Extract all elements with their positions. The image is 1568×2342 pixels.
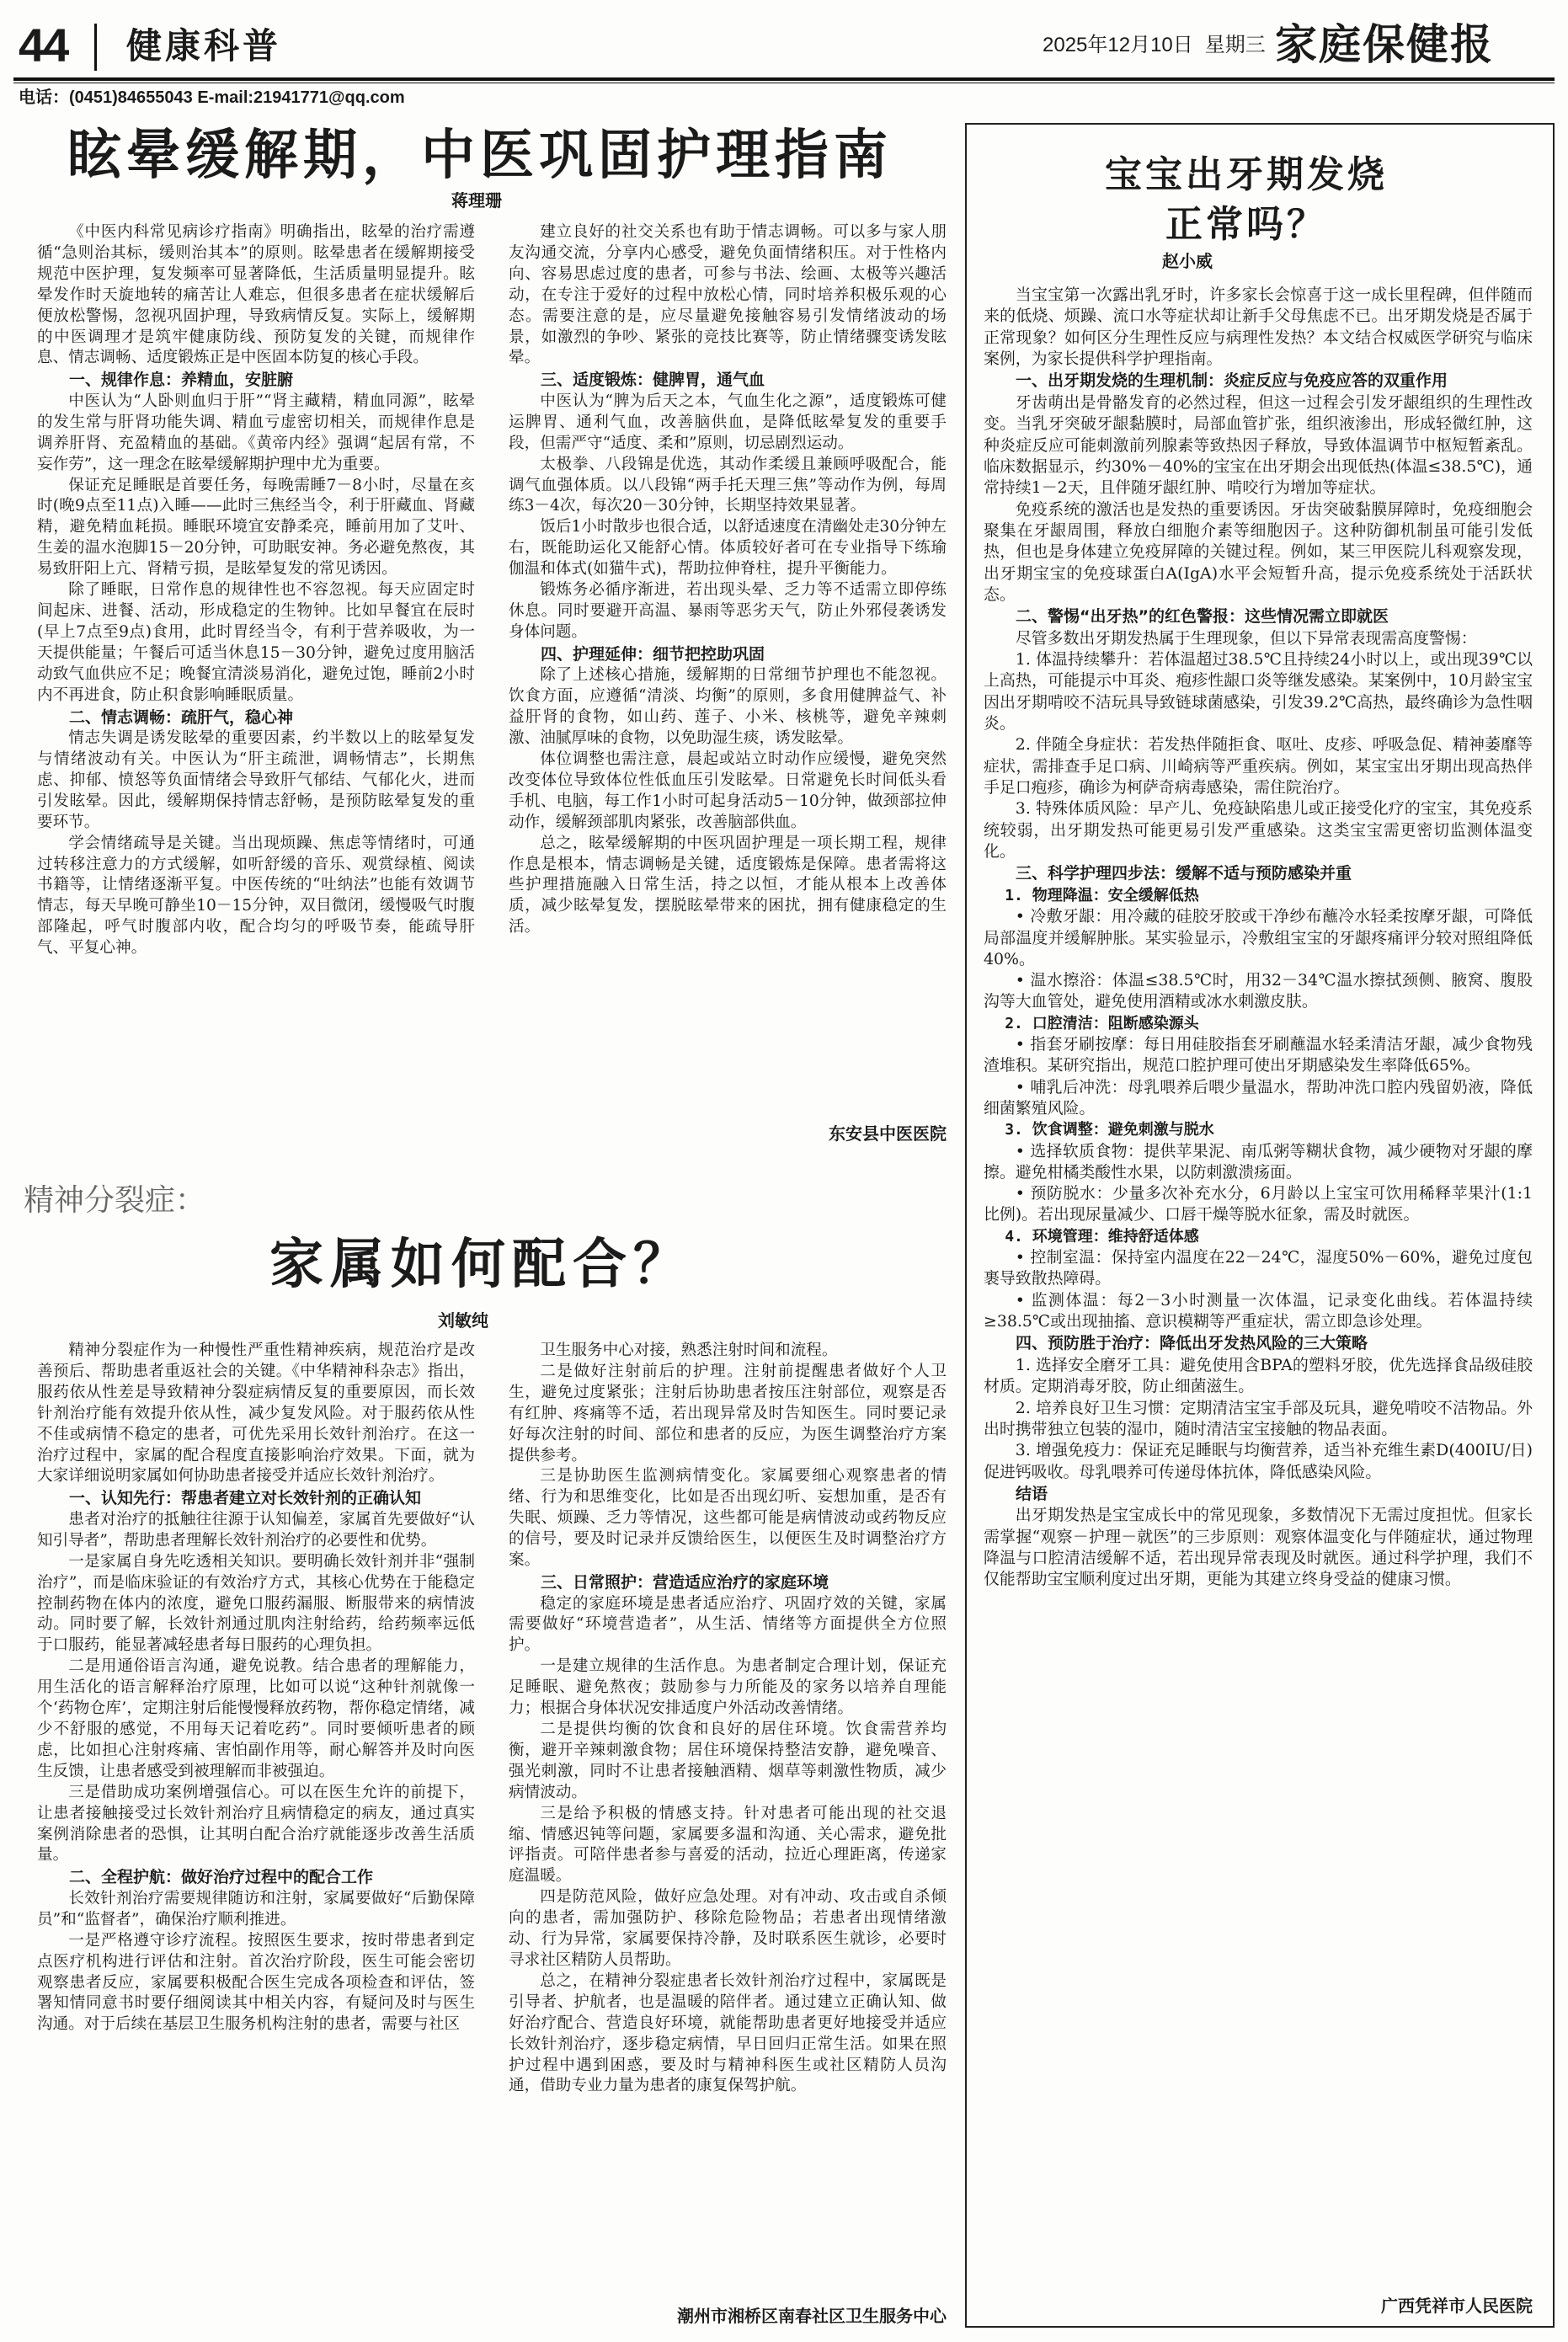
article3-column xyxy=(984,285,1533,2287)
paragraph: • 控制室温：保持室内温度在22－24℃，湿度50%－60%，避免过度包裹导致散热障碍。 xyxy=(984,1248,1533,1288)
paragraph: 二是做好注射前后的护理。注射前提醒患者做好个人卫生，避免过度紧张；注射后协助患者按压注射部位，观察是否有红肿、疼痛等不适，若出现异常及时告知医生。同时要记录好每次注射的时间、部位和患者的反应，为医生调整治疗方案提供参考。 xyxy=(509,1362,947,1464)
paragraph: • 预防脱水：少量多次补充水分，6月龄以上宝宝可饮用稀释苹果汁(1:1比例)。若出现尿量减少、口唇干燥等脱水征象，需及时就医。 xyxy=(984,1184,1533,1224)
subheading: 一、规律作息：养精血，安脏腑 xyxy=(69,371,294,390)
subheading: 二、情志调畅：疏肝气，稳心神 xyxy=(69,707,294,727)
paragraph: 1. 选择安全磨牙工具：避免使用含BPA的塑料牙胶，优先选择食品级硅胶材质。定期消毒牙胶，防止细菌滋生。 xyxy=(984,1355,1533,1396)
paragraph: 建立良好的社交关系也有助于情志调畅。可以多与家人朋友沟通交流，分享内心感受，避免负面情绪积压。对于性格内向、容易思虑过度的患者，可参与书法、绘画、太极等兴趣活动，在专注于爱好的过程中放松心情，同时培养积极乐观的心态。需要注意的是，应尽量避免接触容易引发情绪波动的场景，如激烈的争吵、紧张的竞技比赛等，防止情绪骤变诱发眩晕。 xyxy=(509,223,947,367)
paragraph: 总之，在精神分裂症患者长效针剂治疗过程中，家属既是引导者、护航者，也是温暖的陪伴者。通过建立正确认知、做好治疗配合、营造良好环境，就能帮助患者更好地接受并适应长效针剂治疗，逐步稳定病情，早日回归正常生活。如果在照护过程中遇到困惑，要及时与精神科医生或社区精防人员沟通，借助专业力量为患者的康复保驾护航。 xyxy=(509,1971,947,2095)
subheading: 三、科学护理四步法：缓解不适与预防感染并重 xyxy=(1016,864,1352,883)
paragraph: 除了睡眠，日常作息的规律性也不容忽视。每天应固定时间起床、进餐、活动，形成稳定的生物钟。比如早餐宜在辰时(早上7点至9点)食用，此时胃经当令，有利于营养吸收，为一天提供能量；午餐后可适当休息15－30分钟，避免过度用脑活动致气血供应不足；晚餐宜清淡易消化，避免过饱，睡前2小时内不再进食，防止积食影响睡眠质量。 xyxy=(37,581,475,704)
paragraph: 1. 体温持续攀升：若体温超过38.5℃且持续24小时以上，或出现39℃以上高热，可能提示中耳炎、疱疹性龈口炎等继发感染。某案例中，10月龄宝宝因出牙期啃咬不洁玩具导致链球菌感染，引发39.2℃高热，最终确诊为急性咽炎。 xyxy=(984,650,1533,734)
paragraph: 牙齿萌出是骨骼发育的必然过程，但这一过程会引发牙龈组织的生理性改变。当乳牙突破牙龈黏膜时，局部血管扩张，组织液渗出，形成轻微红肿，这种炎症反应可能刺激前列腺素等致热因子释放，导致体温调节中枢短暂紊乱。临床数据显示，约30%－40%的宝宝在出牙期会出现低热(体温≤38.5℃)，通常持续1－2天，且伴随牙龈红肿、啃咬行为增加等症状。 xyxy=(984,392,1533,498)
paragraph: 中医认为“人卧则血归于肝”“肾主藏精，精血同源”，眩晕的发生常与肝肾功能失调、精血亏虚密切相关，而规律作息是调养肝肾、充盈精血的基础。《黄帝内经》强调“起居有常，不妄作劳”，这一理念在眩晕缓解期护理中尤为重要。 xyxy=(37,392,475,473)
article3-author: 赵小威 xyxy=(1162,251,1213,271)
article2-source: 潮州市湘桥区南春社区卫生服务中心 xyxy=(677,2306,947,2326)
subheading: 3. 饮食调整：避免刺激与脱水 xyxy=(1005,1121,1214,1139)
date-text: 2025年12月10日 xyxy=(1043,34,1193,56)
article3-headline-line2: 正常吗？ xyxy=(1165,203,1327,247)
paragraph: 二是提供均衡的饮食和良好的居住环境。饮食需营养均衡，避开辛辣刺激食物；居住环境保持整洁安静，避免噪音、强光刺激，同时不让患者接触酒精、烟草等刺激性物质，减少病情波动。 xyxy=(509,1720,947,1801)
paragraph: 卫生服务中心对接，熟悉注射时间和流程。 xyxy=(540,1342,838,1359)
paragraph: 二是用通俗语言沟通，避免说教。结合患者的理解能力，用生活化的语言解释治疗原理，比如可以说“这种针剂就像一个‘药物仓库’，定期注射后能慢慢释放药物，帮你稳定情绪，减少不舒服的感觉，不用每天记着吃药”。同时要倾听患者的顾虑，比如担心注射疼痛、害怕副作用等，耐心解答并及时向医生反馈，让患者感受到被理解而非被强迫。 xyxy=(37,1657,475,1780)
paragraph: 一是建立规律的生活作息。为患者制定合理计划，保证充足睡眠、避免熬夜；鼓励参与力所能及的家务以培养自理能力；根据合身体状况安排适度户外活动改善情绪。 xyxy=(509,1657,947,1718)
paragraph: • 哺乳后冲洗：母乳喂养后喂少量温水，帮助冲洗口腔内残留奶液，降低细菌繁殖风险。 xyxy=(984,1077,1533,1118)
subheading: 四、护理延伸：细节把控助巩固 xyxy=(541,644,765,664)
paragraph: 饭后1小时散步也很合适，以舒适速度在清幽处走30分钟左右，既能助运化又能舒心情。体质较好者可在专业指导下练瑜伽温和体式(如猫牛式)，帮助拉伸脊柱，提升平衡能力。 xyxy=(509,518,947,579)
article2-headline: 家属如何配合？ xyxy=(269,1233,694,1296)
paragraph: 2. 培养良好卫生习惯：定期清洁宝宝手部及玩具，避免啃咬不洁物品。外出时携带独立包装的湿巾，随时清洁宝宝接触的物品表面。 xyxy=(984,1398,1533,1438)
paragraph: 除了上述核心措施，缓解期的日常细节护理也不能忽视。饮食方面，应遵循“清淡、均衡”的原则，多食用健脾益气、补益肝肾的食物，如山药、莲子、小米、核桃等，避免辛辣刺激、油腻厚味的食物，以免助湿生痰，诱发眩晕。 xyxy=(509,666,947,748)
paragraph: 一是严格遵守诊疗流程。按照医生要求，按时带患者到定点医疗机构进行评估和注射。首次治疗阶段，医生可能会密切观察患者反应，家属要积极配合医生完成各项检查和评估，签署知情同意书时要仔细阅读其中相关内容，有疑问及时与医生沟通。对于后续在基层卫生服务机构注射的患者，需要与社区 xyxy=(37,1931,475,2034)
paragraph: • 冷敷牙龈：用冷藏的硅胶牙胶或干净纱布蘸冷水轻柔按摩牙龈，可降低局部温度并缓解肿胀。某实验显示，冷敷组宝宝的牙龈疼痛评分较对照组降低40%。 xyxy=(984,907,1533,968)
paragraph: 长效针剂治疗需要规律随访和注射，家属要做好“后勤保障员”和“监督者”，确保治疗顺利推进。 xyxy=(37,1889,475,1929)
article1-column-1 xyxy=(37,222,475,1150)
subheading: 四、预防胜于治疗：降低出牙发热风险的三大策略 xyxy=(1016,1334,1368,1353)
paragraph: 学会情绪疏导是关键。当出现烦躁、焦虑等情绪时，可通过转移注意力的方式缓解，如听舒缓的音乐、观赏绿植、阅读书籍等，让情绪逐渐平复。中医传统的“吐纳法”也能有效调节情志，每天早晚可静坐10－15分钟，双目微闭，缓慢吸气时腹部隆起，呼气时腹部内收，配合均匀的呼吸节奏，能疏导肝气、平复心神。 xyxy=(37,834,475,958)
subheading: 1. 物理降温：安全缓解低热 xyxy=(1005,886,1199,904)
paragraph: 2. 伴随全身症状：若发热伴随拒食、呕吐、皮疹、呼吸急促、精神萎靡等症状，需排查手足口病、川崎病等严重疾病。例如，某宝宝出牙期出现高热伴手足口疱疹，确诊为柯萨奇病毒感染，需住院治疗。 xyxy=(984,735,1533,798)
paragraph: 太极拳、八段锦是优选，其动作柔缓且兼顾呼吸配合，能调气血强体质。以八段锦“两手托天理三焦”等动作为例，每周练3－4次，每次20－30分钟，长期坚持效果显著。 xyxy=(509,455,947,515)
subheading: 一、出牙期发烧的生理机制：炎症反应与免疫应答的双重作用 xyxy=(1016,371,1448,391)
masthead-divider xyxy=(94,24,97,71)
paragraph: 总之，眩晕缓解期的中医巩固护理是一项长期工程，规律作息是根本，情志调畅是关键，适度锻炼是保障。患者需将这些护理措施融入日常生活，持之以恒，才能从根本上改善体质，减少眩晕复发，摆脱眩晕带来的困扰，拥有健康稳定的生活。 xyxy=(509,834,947,936)
article3-headline xyxy=(968,150,1524,250)
article1-headline: 眩晕缓解期，中医巩固护理指南 xyxy=(67,124,893,187)
paragraph: 四是防范风险，做好应急处理。对有冲动、攻击或自杀倾向的患者，需加强防护、移除危险物品；若患者出现情绪激动、行为异常，家属要保持冷静，及时联系医生就诊，必要时寻求社区精防人员帮助。 xyxy=(509,1888,947,1969)
subheading: 一、认知先行：帮患者建立对长效针剂的正确认知 xyxy=(69,1489,422,1508)
subheading: 二、警惕“出牙热”的红色警报：这些情况需立即就医 xyxy=(1016,607,1389,627)
page-number: 44 xyxy=(19,19,68,72)
paragraph: 一是家属自身先吃透相关知识。要明确长效针剂并非“强制治疗”，而是临床验证的有效治疗方式，其核心优势在于能稳定控制药物在体内的浓度，避免口服药漏服、断服带来的病情波动。同时要了解，长效针剂通过肌肉注射给药，给药频率远低于口服药，能显著减轻患者每日服药的心理负担。 xyxy=(37,1552,475,1655)
article3-source: 广西凭祥市人民医院 xyxy=(1381,2296,1533,2316)
issue-date xyxy=(1043,35,1266,56)
paragraph: 《中医内科常见病诊疗指南》明确指出，眩晕的治疗需遵循“急则治其标，缓则治其本”的原则。眩晕患者在缓解期接受规范中医护理，复发频率可显著降低，生活质量明显提升。眩晕发作时天旋地转的痛苦让人难忘，但很多患者在症状缓解后便放松警惕，忽视巩固护理，导致病情反复。实际上，缓解期的中医调理才是筑牢健康防线、预防复发的关键，而规律作息、情志调畅、适度锻炼正是中医固本防复的核心手段。 xyxy=(37,223,475,367)
article2-author: 刘敏纯 xyxy=(438,1310,488,1331)
article2-column-2 xyxy=(509,1341,947,2292)
subheading: 二、全程护航：做好治疗过程中的配合工作 xyxy=(69,1868,374,1887)
article1-column-2 xyxy=(509,222,947,1117)
masthead-rule xyxy=(13,77,1555,81)
paragraph: 三是给予积极的情感支持。针对患者可能出现的社交退缩、情感迟钝等问题，家属要多温和沟通、关心需求，避免批评指责。可陪伴患者参与喜爱的活动，拉近心理距离，传递家庭温暖。 xyxy=(509,1804,947,1886)
paragraph: 3. 增强免疫力：保证充足睡眠与均衡营养，适当补充维生素D(400IU/日)促进钙吸收。母乳喂养可传递母体抗体，降低感染风险。 xyxy=(984,1441,1533,1481)
paragraph: 保证充足睡眠是首要任务，每晚需睡7－8小时，尽量在亥时(晚9点至11点)入睡——此时三焦经当令，利于肝藏血、肾藏精，避免精血耗损。睡眠环境宜安静柔亮，睡前用加了艾叶、生姜的温水泡脚15－20分钟，可助眠安神。务必避免熬夜，其易致肝阳上亢、肾精亏损，是眩晕复发的常见诱因。 xyxy=(37,476,475,579)
paragraph: • 温水擦浴：体温≤38.5℃时，用32－34℃温水擦拭颈侧、腋窝、腹股沟等大血管处，避免使用酒精或冰水刺激皮肤。 xyxy=(984,971,1533,1011)
article2-kicker: 精神分裂症： xyxy=(24,1183,206,1218)
paragraph: 体位调整也需注意，晨起或站立时动作应缓慢，避免突然改变体位导致体位性低血压引发眩晕。日常避免长时间低头看手机、电脑，每工作1小时可起身活动5－10分钟，做颈部拉伸动作，缓解颈部肌肉紧张，改善脑部供血。 xyxy=(509,750,947,831)
paragraph: 患者对治疗的抵触往往源于认知偏差，家属首先要做好“认知引导者”，帮助患者理解长效针剂治疗的必要性和优势。 xyxy=(37,1510,475,1550)
paragraph: • 选择软质食物：提供苹果泥、南瓜粥等糊状食物，减少硬物对牙龈的摩擦。避免柑橘类酸性水果，以防刺激溃疡面。 xyxy=(984,1141,1533,1182)
paragraph: 稳定的家庭环境是患者适应治疗、巩固疗效的关键，家属需要做好“环境营造者”，从生活、情绪等方面提供全方位照护。 xyxy=(509,1594,947,1655)
subheading: 2. 口腔清洁：阻断感染源头 xyxy=(1005,1014,1199,1032)
paragraph: • 指套牙刷按摩：每日用硅胶指套牙刷蘸温水轻柔清洁牙龈，减少食物残渣堆积。某研究指出，规范口腔护理可使出牙期感染发生率降低65%。 xyxy=(984,1035,1533,1075)
section-title: 健康科普 xyxy=(126,25,282,67)
paragraph: 三是协助医生监测病情变化。家属要细心观察患者的情绪、行为和思维变化，比如是否出现幻听、妄想加重，是否有失眠、烦躁、乏力等情况，这些都可能是病情波动或药物反应的信号，要及时记录并反馈给医生，以便医生及时调整治疗方案。 xyxy=(509,1467,947,1570)
paragraph: 出牙期发热是宝宝成长中的常见现象，多数情况下无需过度担忧。但家长需掌握“观察－护理－就医”的三步原则：观察体温变化与伴随症状，通过物理降温与口腔清洁缓解不适，若出现异常表现及时就医。通过科学护理，我们不仅能帮助宝宝顺利度过出牙期，更能为其建立终身受益的健康习惯。 xyxy=(984,1506,1533,1589)
paragraph: 免疫系统的激活也是发热的重要诱因。牙齿突破黏膜屏障时，免疫细胞会聚集在牙龈周围，释放白细胞介素等细胞因子。这种防御机制虽可能引发低热，但也是身体建立免疫屏障的关键过程。例如，某三甲医院儿科观察发现，出牙期宝宝的免疫球蛋白A(IgA)水平会短暂升高，提示免疫系统处于活跃状态。 xyxy=(984,499,1533,604)
subheading: 三、适度锻炼：健脾胃，通气血 xyxy=(541,371,765,390)
paragraph: 中医认为“脾为后天之本，气血生化之源”，适度锻炼可健运脾胃、通利气血，改善脑供血，是降低眩晕复发的重要手段，但需严守“适度、柔和”原则，切忌剧烈运动。 xyxy=(509,392,947,452)
paragraph: 精神分裂症作为一种慢性严重性精神疾病，规范治疗是改善预后、帮助患者重返社会的关键。《中华精神科杂志》指出，服药依从性差是导致精神分裂症病情反复的重要原因，而长效针剂治疗能有效提升依从性，减少复发风险。对于服药依从性不佳或病情不稳定的患者，可优先采用长效针剂治疗。在这一治疗过程中，家属的配合程度直接影响治疗效果。下面，就为大家详细说明家属如何协助患者接受并适应长效针剂治疗。 xyxy=(37,1342,475,1486)
article1-author: 蒋理珊 xyxy=(451,190,502,211)
paragraph: • 监测体温：每2－3小时测量一次体温，记录变化曲线。若体温持续≥38.5℃或出现抽搐、意识模糊等严重症状，需立即急诊处理。 xyxy=(984,1290,1533,1331)
paragraph: 当宝宝第一次露出乳牙时，许多家长会惊喜于这一成长里程碑，但伴随而来的低烧、烦躁、流口水等症状却让新手父母焦虑不已。出牙期发烧是否属于正常现象？如何区分生理性反应与病理性发热？本文结合权威医学研究与临床案例，为家长提供科学护理指南。 xyxy=(984,285,1533,368)
subheading: 三、日常照护：营造适应治疗的家庭环境 xyxy=(541,1572,829,1592)
paragraph: 三是借助成功案例增强信心。可以在医生允许的前提下，让患者接触接受过长效针剂治疗且病情稳定的病友，通过真实案例消除患者的恐惧，让其明白配合治疗就能逐步改善生活质量。 xyxy=(37,1783,475,1865)
article3-headline-line1: 宝宝出牙期发烧 xyxy=(1105,153,1388,196)
paragraph: 情志失调是诱发眩晕的重要因素，约半数以上的眩晕复发与情绪波动有关。中医认为“肝主疏泄，调畅情志”，长期焦虑、抑郁、愤怒等负面情绪会导致肝气郁结、气郁化火，进而引发眩晕。因此，缓解期保持情志舒畅，是预防眩晕复发的重要环节。 xyxy=(37,729,475,831)
article1-source: 东安县中医医院 xyxy=(829,1123,947,1144)
newspaper-brand: 家庭保健报 xyxy=(1275,19,1494,69)
subheading: 结语 xyxy=(1016,1484,1048,1503)
paragraph: 锻炼务必循序渐进，若出现头晕、乏力等不适需立即停练休息。同时要避开高温、暴雨等恶劣天气，防止外邪侵袭诱发身体问题。 xyxy=(509,581,947,641)
paragraph: 尽管多数出牙期发热属于生理现象，但以下异常表现需高度警惕： xyxy=(1015,628,1477,648)
article2-column-1 xyxy=(37,1341,475,2326)
weekday-text: 星期三 xyxy=(1204,34,1266,56)
paragraph: 3. 特殊体质风险：早产儿、免疫缺陷患儿或正接受化疗的宝宝，其免疫系统较弱，出牙期发热可能更易引发严重感染。这类宝宝需更密切监测体温变化。 xyxy=(984,799,1533,862)
contact-line: 电话：(0451)84655043 E-mail:21941771@qq.com xyxy=(19,88,405,107)
subheading: 4. 环境管理：维持舒适体感 xyxy=(1005,1227,1199,1246)
